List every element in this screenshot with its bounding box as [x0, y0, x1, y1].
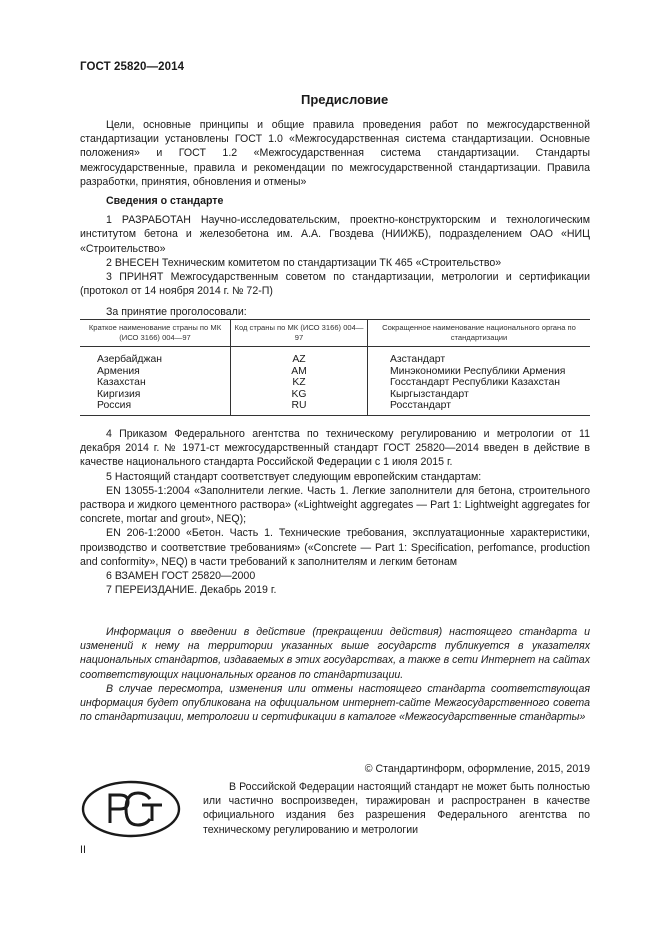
table-cell: Казахстан	[97, 377, 146, 389]
table-cell: Азербайджан	[97, 354, 162, 365]
table-cell: Азстандарт	[390, 354, 446, 365]
vote-table-header-code: Код страны по МК (ИСО 3166) 004—97	[231, 320, 368, 347]
info-heading: Сведения о стандарте	[106, 195, 224, 208]
table-cell: KZ	[292, 377, 306, 389]
section-title-text: Предисловие	[301, 92, 389, 107]
vote-table	[80, 319, 590, 416]
vote-table-header-row	[80, 320, 590, 347]
page-number: II	[80, 844, 86, 856]
intro-block	[80, 118, 590, 320]
table-cell: Госстандарт Республики Казахстан	[390, 377, 560, 389]
items-bottom-block	[80, 427, 590, 597]
info-notice-2: В случае пересмотра, изменения или отмены настоящего стандарта соответствующая информация будет опубликована на официальном интернет-сайте Межгосударственного совета по стандартизации, метрологии и сертификации в каталоге «Межгосударственные стандарты»	[80, 682, 590, 724]
table-cell: Киргизия	[97, 388, 141, 400]
rst-certification-mark-icon	[80, 779, 182, 839]
table-cell: Минэкономики Республики Армения	[390, 365, 566, 377]
item-3: 3 ПРИНЯТ Межгосударственным советом по стандартизации, метрологии и сертификации (протокол от 14 ноября 2014 г. № 72-П)	[80, 271, 590, 298]
vote-table-header-country: Краткое наименование страны по МК (ИСО 3166) 004—97	[80, 320, 231, 347]
intro-paragraph: Цели, основные принципы и общие правила проведения работ по межгосударственной стандартизации установлены ГОСТ 1.0 «Межгосударственная система стандартизации. Основные положения» и ГОСТ 1.2 «Межгосударственная система стандартизации. Стандарты межгосударственные, правила и рекомендации по межгосударственной стандартизации. Правила разработки, принятия, обновления и отмены»	[80, 119, 590, 188]
table-cell: AZ	[292, 354, 306, 365]
info-notice-block	[80, 625, 590, 724]
item-5: 5 Настоящий стандарт соответствует следующим европейским стандартам:	[106, 470, 482, 483]
code-column	[231, 347, 368, 416]
table-cell: Россия	[97, 400, 132, 412]
item-5-en206: EN 206-1:2000 «Бетон. Часть 1. Технические требования, эксплуатационные характеристики, производство и соответствие требованиям» («Concrete — Part 1: Specification, perfomance, production and conformity», NEQ) в части требований к заполнителям и легким бетонам	[80, 527, 590, 568]
item-4: 4 Приказом Федерального агентства по техническому регулированию и метрологии от 11 декабря 2014 г. № 1971-ст межгосударственный стандарт ГОСТ 25820—2014 введен в действие в качестве национального стандарта Российской Федерации с 1 июля 2015 г.	[80, 428, 590, 469]
table-cell: Кыргызстандарт	[390, 388, 469, 400]
table-cell: AM	[291, 365, 307, 377]
copyright-line: © Стандартинформ, оформление, 2015, 2019	[364, 763, 590, 775]
item-6: 6 ВЗАМЕН ГОСТ 25820—2000	[106, 570, 256, 583]
table-cell: RU	[291, 400, 307, 412]
table-cell: Армения	[97, 365, 140, 377]
item-2: 2 ВНЕСЕН Техническим комитетом по стандартизации ТК 465 «Строительство»	[106, 256, 502, 269]
vote-table-body	[80, 347, 590, 416]
voted-label: За принятие проголосовали:	[106, 306, 247, 319]
body-column	[368, 347, 591, 416]
table-cell: Росстандарт	[390, 400, 451, 412]
document-id-header: ГОСТ 25820—2014	[80, 61, 185, 73]
item-5-en13055: EN 13055-1:2004 «Заполнители легкие. Часть 1. Легкие заполнители для бетона, строительного раствора и жидкого цементного раствора» («Lightweight aggregates — Part 1: Lightweight aggregates for concrete, mortar and grout», NEQ);	[80, 484, 590, 526]
item-1: 1 РАЗРАБОТАН Научно-исследовательским, проектно-конструкторским и технологическим институтом бетона и железобетона им. А.А. Гвоздева (НИИЖБ), подразделением ОАО «НИЦ «Строительство»	[80, 214, 590, 255]
item-7: 7 ПЕРЕИЗДАНИЕ. Декабрь 2019 г.	[106, 584, 277, 597]
legal-notice: В Российской Федерации настоящий стандарт не может быть полностью или частично воспроизведен, тиражирован и распространен в качестве официального издания без разрешения Федерального агентства по техническому регулированию и метрологии	[203, 781, 590, 836]
info-notice-1: Информация о введении в действие (прекращении действия) настоящего стандарта и изменений к нему на территории указанных выше государств публикуется в указателях национальных стандартов, издаваемых в этих государствах, а также в сети Интернет на сайтах соответствующих национальных органов по стандартизации.	[80, 626, 590, 681]
country-column	[80, 347, 231, 416]
vote-table-header-body: Сокращенное наименование национального органа по стандартизации	[368, 320, 591, 347]
table-cell: KG	[291, 388, 307, 400]
